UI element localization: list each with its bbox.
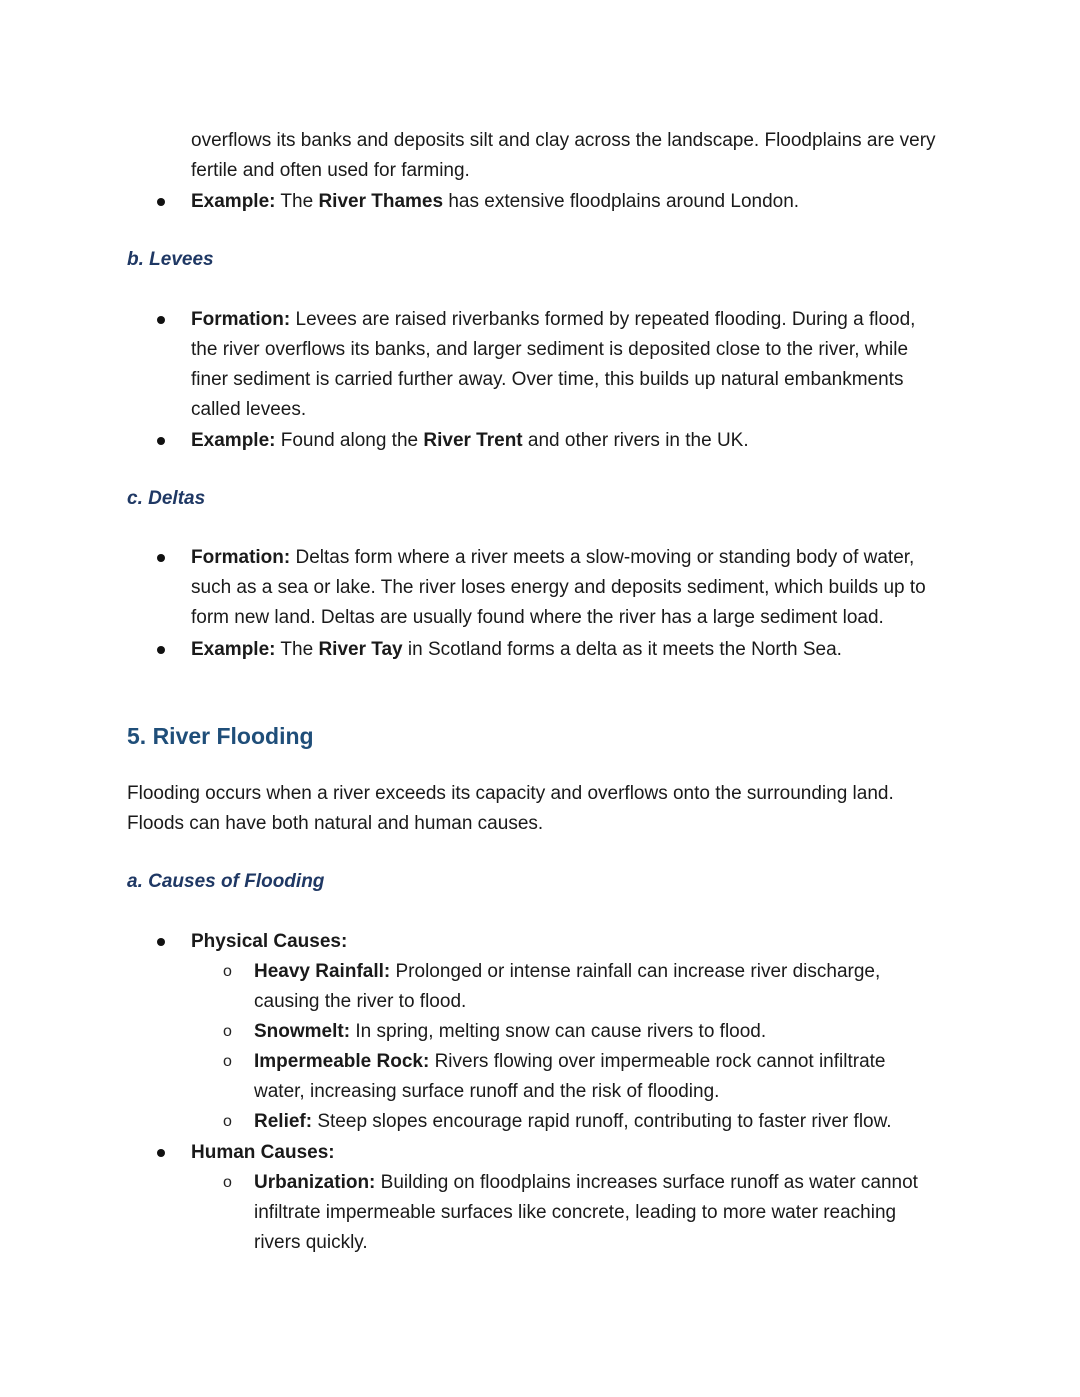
example-river: River Tay: [318, 639, 403, 660]
example-label: Example:: [191, 639, 276, 660]
floodplains-text-line: fertile and often used for farming.: [191, 160, 470, 181]
causes-heading: a. Causes of Flooding: [127, 871, 325, 892]
levees-formation: [191, 305, 915, 335]
physical-label: Physical Causes:: [191, 931, 348, 952]
levees-heading: b. Levees: [127, 249, 214, 270]
snowmelt: [254, 1017, 766, 1047]
urbanization-line: infiltrate impermeable surfaces like concrete, leading to more water reaching: [254, 1202, 897, 1223]
cause-label: Snowmelt:: [254, 1021, 351, 1042]
urbanization-line: rivers quickly.: [254, 1232, 368, 1253]
human-causes-label: [191, 1138, 335, 1168]
sub-bullet-icon: o: [223, 963, 232, 980]
river-flooding-heading: 5. River Flooding: [127, 723, 314, 749]
formation-label: Formation:: [191, 309, 291, 330]
levees-example: [191, 426, 749, 456]
cause-text: Rivers flowing over impermeable rock cannot infiltrate: [429, 1051, 886, 1072]
sub-bullet-icon: o: [223, 1174, 232, 1191]
cause-label: Impermeable Rock:: [254, 1051, 430, 1072]
bullet-icon: [157, 198, 165, 206]
cause-text: Steep slopes encourage rapid runoff, contributing to faster river flow.: [312, 1111, 892, 1132]
bullet-icon: [157, 938, 165, 946]
bullet-icon: [157, 1149, 165, 1157]
relief: [254, 1107, 892, 1137]
example-text: The: [275, 639, 319, 660]
bullet-icon: [157, 316, 165, 324]
floodplains-text-line: overflows its banks and deposits silt and clay across the landscape. Floodplains are very: [191, 130, 936, 151]
heavy-rainfall-line: causing the river to flood.: [254, 991, 467, 1012]
deltas-formation-line: form new land. Deltas are usually found where the river has a large sediment load.: [191, 607, 884, 628]
sub-bullet-icon: o: [223, 1053, 232, 1070]
floodplains-example: [191, 187, 799, 217]
levees-formation-line: called levees.: [191, 399, 307, 420]
sub-bullet-icon: o: [223, 1023, 232, 1040]
formation-text: Deltas form where a river meets a slow-moving or standing body of water,: [290, 547, 915, 568]
deltas-example: [191, 635, 842, 665]
flooding-intro-line: Floods can have both natural and human causes.: [127, 813, 544, 834]
levees-formation-line: finer sediment is carried further away. Over time, this builds up natural embankments: [191, 369, 904, 390]
impermeable-rock-line: water, increasing surface runoff and the risk of flooding.: [254, 1081, 720, 1102]
flooding-intro-line: Flooding occurs when a river exceeds its capacity and overflows onto the surrounding land.: [127, 783, 894, 804]
example-text: in Scotland forms a delta as it meets the North Sea.: [402, 639, 842, 660]
cause-text: In spring, melting snow can cause rivers to flood.: [350, 1021, 767, 1042]
physical-causes-label: [191, 927, 347, 957]
impermeable-rock: [254, 1047, 885, 1077]
example-river: River Trent: [423, 430, 523, 451]
levees-formation-line: the river overflows its banks, and larger sediment is deposited close to the river, while: [191, 339, 909, 360]
bullet-icon: [157, 437, 165, 445]
example-text: Found along the: [275, 430, 424, 451]
bullet-icon: [157, 554, 165, 562]
cause-label: Heavy Rainfall:: [254, 961, 391, 982]
example-label: Example:: [191, 430, 276, 451]
human-label: Human Causes:: [191, 1142, 335, 1163]
cause-label: Relief:: [254, 1111, 313, 1132]
example-river: River Thames: [318, 191, 444, 212]
cause-text: Prolonged or intense rainfall can increase river discharge,: [390, 961, 881, 982]
cause-label: Urbanization:: [254, 1172, 376, 1193]
deltas-heading: c. Deltas: [127, 488, 206, 509]
urbanization: [254, 1168, 918, 1198]
example-text: and other rivers in the UK.: [522, 430, 749, 451]
example-label: Example:: [191, 191, 276, 212]
deltas-formation: [191, 543, 914, 573]
deltas-formation-line: such as a sea or lake. The river loses energy and deposits sediment, which builds up to: [191, 577, 926, 598]
heavy-rainfall: [254, 957, 880, 987]
formation-label: Formation:: [191, 547, 291, 568]
bullet-icon: [157, 646, 165, 654]
sub-bullet-icon: o: [223, 1113, 232, 1130]
example-text: has extensive floodplains around London.: [443, 191, 800, 212]
cause-text: Building on floodplains increases surface runoff as water cannot: [375, 1172, 918, 1193]
formation-text: Levees are raised riverbanks formed by repeated flooding. During a flood,: [290, 309, 916, 330]
example-text: The: [275, 191, 319, 212]
